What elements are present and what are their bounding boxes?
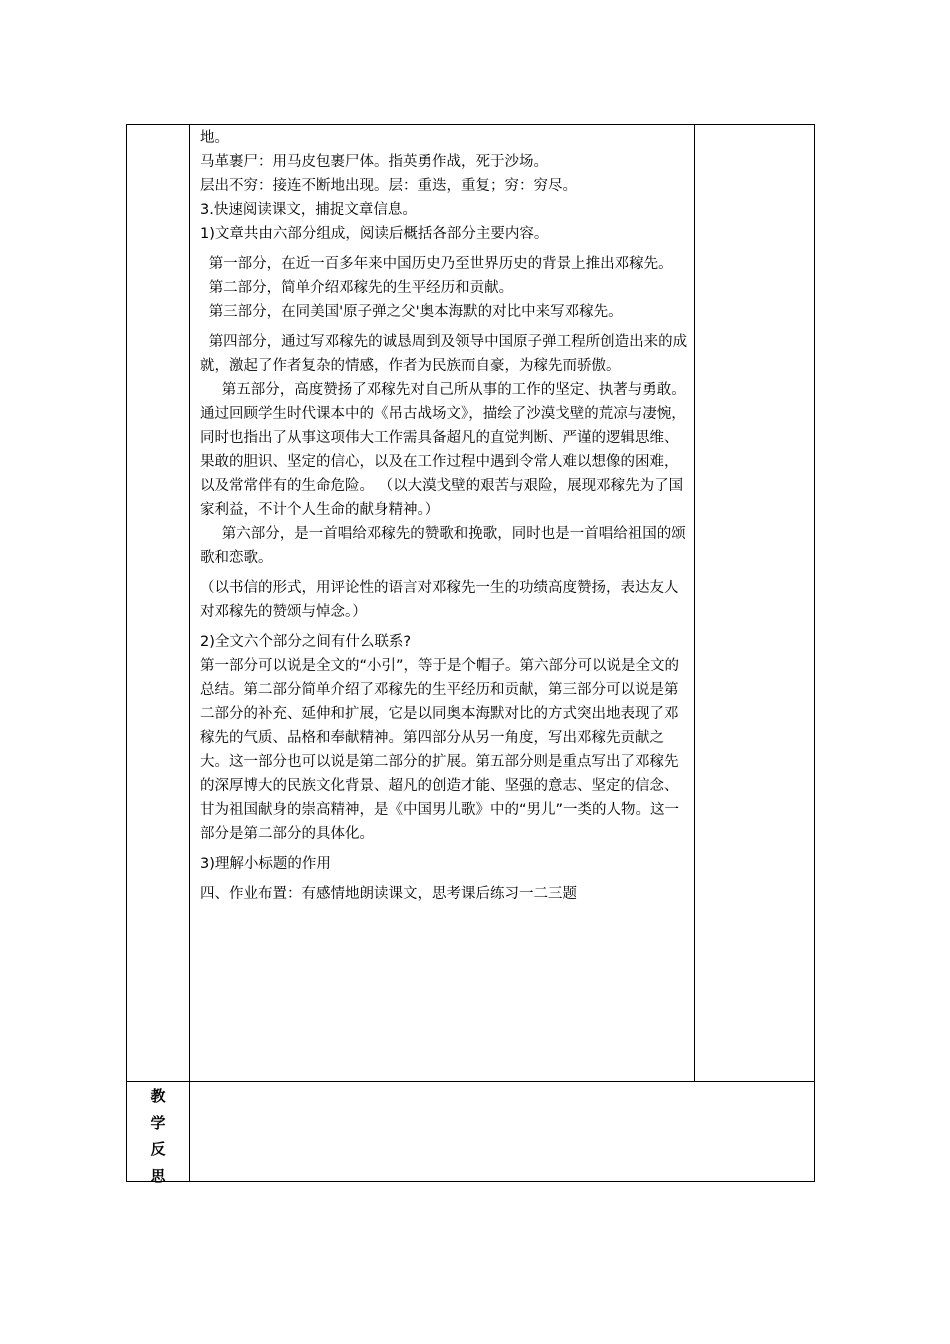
text-paragraph: （以书信的形式，用评论性的语言对邓稼先一生的功绩高度赞扬，表达友人对邓稼先的赞颂与悼念。） — [200, 580, 679, 620]
text-line: 3)理解小标题的作用 — [200, 856, 331, 872]
reflection-char: 反 — [150, 1140, 166, 1158]
table-border-left — [126, 124, 127, 1182]
text-line: 2)全文六个部分之间有什么联系? — [200, 634, 412, 650]
table-border-top — [126, 124, 815, 125]
text-line: 马革裹尸：用马皮包裹尸体。指英勇作战，死于沙场。 — [200, 154, 548, 170]
row-divider — [126, 1081, 815, 1082]
reflection-char: 学 — [150, 1113, 166, 1132]
text-line: 地。 — [200, 130, 229, 146]
text-line: 1)文章共由六部分组成，阅读后概括各部分主要内容。 — [200, 226, 549, 242]
column-divider-left — [189, 124, 190, 1182]
text-paragraph: 第二部分，简单介绍邓稼先的生平经历和贡献。 — [208, 280, 514, 296]
text-paragraph: 第六部分，是一首唱给邓稼先的赞歌和挽歌，同时也是一首唱给祖国的颂歌和恋歌。 — [200, 526, 686, 566]
lesson-content — [200, 126, 690, 906]
text-line: 四、作业布置：有感情地朗读课文，思考课后练习一二三题 — [200, 886, 577, 902]
text-paragraph: 第五部分，高度赞扬了邓稼先对自己所从事的工作的坚定、执著与勇敢。通过回顾学生时代课本中的《吊古战场文》，描绘了沙漠戈壁的荒凉与凄惋，同时也指出了从事这项伟大工作需具备超凡的直觉判断、严谨的逻辑思维、果敢的胆识、坚定的信心，以及在工作过程中遇到令常人难以想像的困难，以及常常伴有的生命危险。 （以大漠戈壁的艰苦与艰险，展现邓稼先为了国家利益，不计个人生命的献身精神。） — [200, 382, 686, 518]
text-paragraph: 第一部分，在近一百多年来中国历史乃至世界历史的背景上推出邓稼先。 — [208, 256, 673, 272]
text-line: 层出不穷：接连不断地出现。层：重迭，重复；穷：穷尽。 — [200, 178, 577, 194]
table-border-right — [814, 124, 815, 1182]
reflection-char: 思 — [150, 1166, 166, 1185]
column-divider-right — [694, 124, 695, 1082]
reflection-label — [127, 1083, 189, 1189]
text-paragraph: 第三部分，在同美国'原子弹之父'奥本海默的对比中来写邓稼先。 — [208, 304, 623, 320]
text-paragraph: 第四部分，通过写邓稼先的诚恳周到及领导中国原子弹工程所创造出来的成就，激起了作者复杂的情感，作者为民族而自豪，为稼先而骄傲。 — [200, 334, 688, 374]
text-paragraph: 第一部分可以说是全文的“小引”，等于是个帽子。第六部分可以说是全文的总结。第二部分简单介绍了邓稼先的生平经历和贡献，第三部分可以说是第二部分的补充、延伸和扩展，它是以同奥本海默对比的方式突出地表现了邓稼先的气质、品格和奉献精神。第四部分从另一角度，写出邓稼先贡献之大。这一部分也可以说是第二部分的扩展。第五部分则是重点写出了邓稼先的深厚博大的民族文化背景、超凡的创造才能、坚强的意志、坚定的信念、甘为祖国献身的崇高精神，是《中国男儿歌》中的“男儿”一类的人物。这一部分是第二部分的具体化。 — [200, 658, 680, 842]
table-border-bottom — [126, 1181, 815, 1182]
text-line: 3.快速阅读课文，捕捉文章信息。 — [200, 202, 417, 218]
reflection-char: 教 — [150, 1087, 166, 1105]
